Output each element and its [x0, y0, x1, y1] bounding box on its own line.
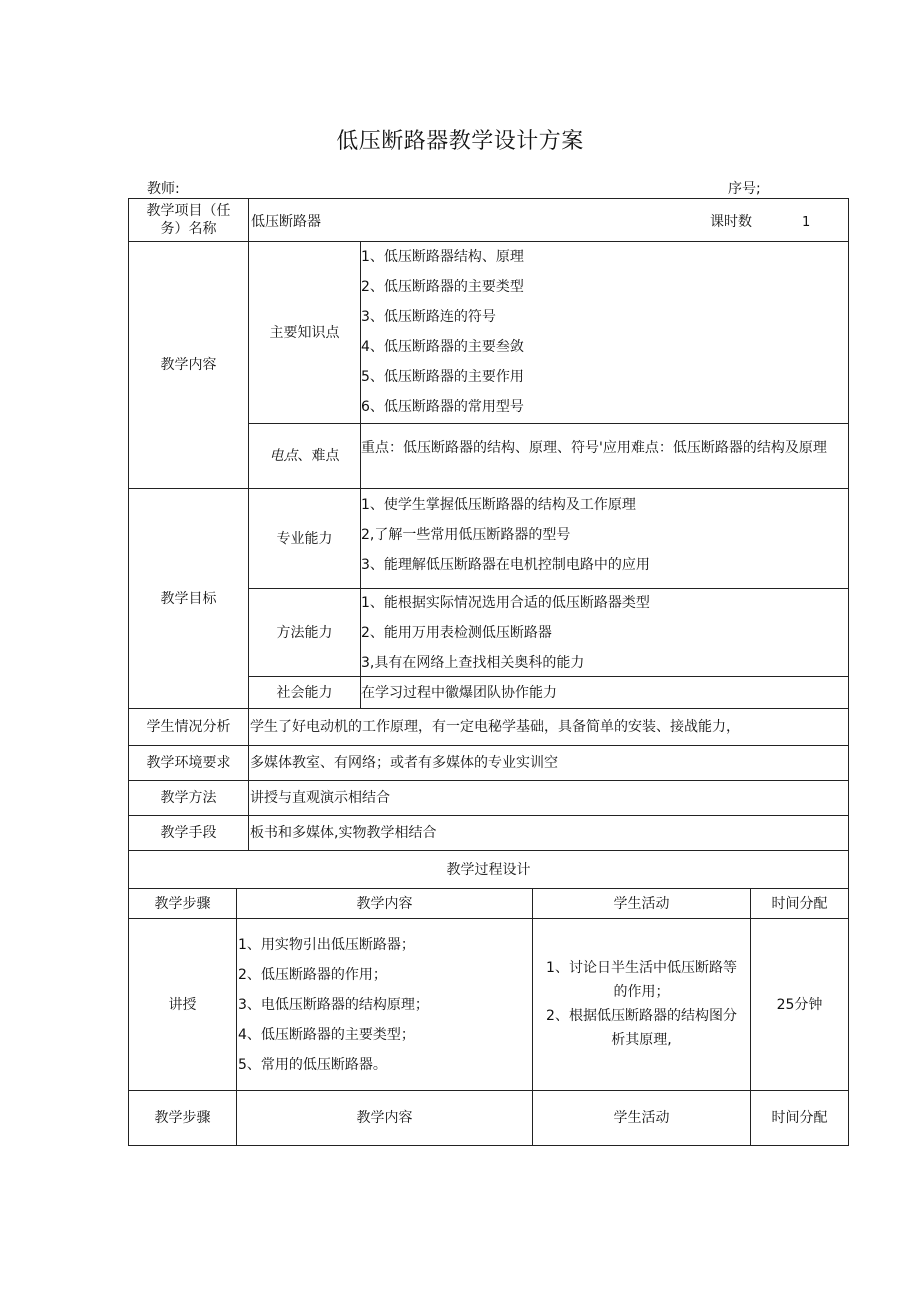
activity-line: 2、根据低压断路器的结构图分: [546, 1008, 737, 1024]
header-time: 时间分配: [771, 895, 828, 912]
method-text: 讲授与直观演示相结合: [250, 790, 390, 806]
pro-ability-list: [361, 490, 847, 580]
process-content-list: [238, 930, 530, 1080]
social-ability-text: 在学习过程中徽爆团队协作能力: [361, 685, 557, 701]
page-title: 低压断路器教学设计方案: [336, 129, 584, 154]
list-item: 2、低压断路器的主要类型: [361, 279, 524, 295]
footer-content: 教学内容: [356, 1110, 413, 1126]
list-item: 3、电低压断路器的结构原理；: [238, 997, 429, 1013]
list-item: 1、能根据实际情况选用合适的低压断路器类型: [361, 595, 650, 611]
process-time: 25分钟: [776, 996, 823, 1013]
environment-label: 教学环境要求: [146, 755, 231, 771]
key-difficult-text: 重点：低压断路器的结构、原理、符号'应用难点：低压断路器的结构及原理: [361, 440, 827, 456]
list-item: 1、使学生掌握低压断路器的结构及工作原理: [361, 497, 636, 513]
project-name: 低压断路器: [251, 214, 321, 230]
method-ability-label: 方法能力: [276, 624, 333, 641]
method-ability-list: [361, 588, 847, 678]
list-item: 6、低压断路器的常用型号: [361, 399, 524, 415]
footer-step: 教学步骤: [154, 1110, 211, 1126]
activity-line: 析其原理,: [611, 1032, 672, 1048]
process-heading: 教学过程设计: [446, 861, 531, 878]
activity-line: 的作用；: [613, 984, 670, 1000]
key-label-b: 、难点: [297, 448, 340, 464]
header-step: 教学步骤: [154, 895, 211, 912]
method-label: 教学方法: [160, 790, 217, 806]
environment-text: 多媒体教室、有网络；或者有多媒体的专业实训空: [250, 755, 558, 771]
student-analysis-label: 学生情况分析: [146, 719, 231, 735]
social-ability-label: 社会能力: [276, 684, 333, 701]
list-item: 4、低压断路器的主要类型；: [238, 1027, 415, 1043]
list-item: 2、低压断路器的作用；: [238, 967, 387, 983]
list-item: 1、用实物引出低压断路器；: [238, 937, 415, 953]
list-item: 2、能用万用表检测低压断路器: [361, 625, 552, 641]
content-label: 教学内容: [160, 357, 217, 373]
knowledge-label: 主要知识点: [269, 324, 340, 341]
footer-time: 时间分配: [771, 1110, 828, 1126]
list-item: 1、低压断路器结构、原理: [361, 249, 524, 265]
means-text: 板书和多媒体,实物教学相结合: [250, 825, 437, 841]
project-label: 教学项目（任务）名称: [146, 203, 231, 237]
activity-line: 1、讨论日半生活中低压断路等: [546, 960, 737, 976]
key-label-a: 电点: [269, 448, 298, 464]
teacher-label: 教师:: [147, 181, 180, 197]
student-analysis-text: 学生了好电动机的工作原理，有一定电秘学基础，具备简单的安装、接战能力，: [250, 719, 740, 735]
list-item: 3、低压断路连的符号: [361, 309, 496, 325]
list-item: 5、常用的低压断路器。: [238, 1057, 387, 1073]
pro-ability-label: 专业能力: [276, 530, 333, 547]
knowledge-list: [361, 242, 847, 422]
list-item: 3,具有在网络上查找相关奥科的能力: [361, 655, 585, 671]
key-difficult-label: [249, 424, 360, 488]
list-item: 5、低压断路器的主要作用: [361, 369, 524, 385]
header-activity: 学生活动: [613, 895, 670, 912]
means-label: 教学手段: [160, 825, 217, 841]
grid-line: [848, 198, 849, 1146]
process-activity: [533, 956, 750, 1052]
hours-value: 1: [802, 215, 811, 230]
list-item: 4、低压断路器的主要叁敛: [361, 339, 524, 355]
footer-activity: 学生活动: [613, 1110, 670, 1126]
goals-label: 教学目标: [160, 590, 217, 607]
list-item: 3、能理解低压断路器在电机控制电路中的应用: [361, 557, 650, 573]
serial-label: 序号;: [728, 181, 761, 197]
list-item: 2,了解一些常用低压断路器的型号: [361, 527, 571, 543]
process-step: 讲授: [168, 996, 197, 1013]
header-content: 教学内容: [356, 895, 413, 912]
hours-label: 课时数: [710, 214, 752, 230]
